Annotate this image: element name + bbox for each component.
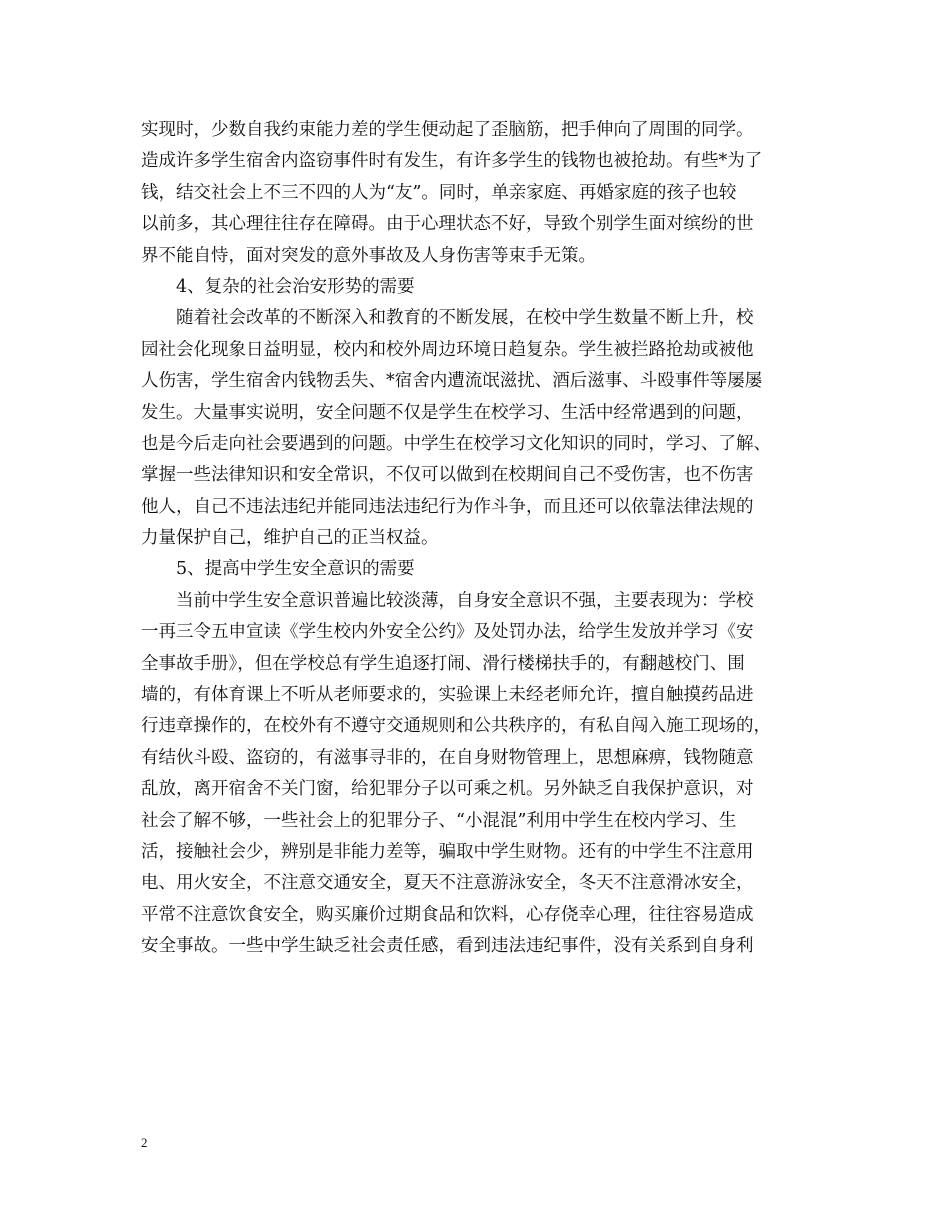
text-line: 全事故手册》，但在学校总有学生追逐打闹、滑行楼梯扶手的，有翻越校门、围 (141, 653, 745, 674)
text-line: 以前多，其心理往往存在障碍。由于心理状态不好，导致个别学生面对缤纷的世 (141, 214, 754, 235)
text-line: 活，接触社会少，辨别是非能力差等，骗取中学生财物。还有的中学生不注意用 (141, 841, 754, 862)
text-line: 也是今后走向社会要遇到的问题。中学生在校学习文化知识的同时，学习、了解、 (141, 433, 771, 454)
page-number: 2 (141, 1135, 148, 1150)
text-line: 行违章操作的，在校外有不遵守交通规则和公共秩序的，有私自闯入施工现场的， (141, 716, 771, 737)
text-line: 有结伙斗殴、盗窃的，有滋事寻非的，在自身财物管理上，思想麻痹，钱物随意 (141, 747, 754, 768)
text-line: 发生。大量事实说明，安全问题不仅是学生在校学习、生活中经常遇到的问题， (141, 402, 754, 423)
text-line: 平常不注意饮食安全，购买廉价过期食品和饮料，心存侥幸心理，往往容易造成 (141, 904, 754, 925)
text-line: 一再三令五申宣读《学生校内外安全公约》及处罚办法，给学生发放并学习《安 (141, 622, 754, 643)
text-line: 界不能自恃，面对突发的意外事故及人身伤害等束手无策。 (141, 245, 596, 266)
text-line: 5、提高中学生安全意识的需要 (176, 559, 415, 580)
text-line: 乱放，离开宿舍不关门窗，给犯罪分子以可乘之机。另外缺乏自我保护意识，对 (141, 779, 754, 800)
text-line: 他人，自己不违法违纪并能同违法违纪行为作斗争，而且还可以依靠法律法规的 (141, 496, 754, 517)
text-line: 园社会化现象日益明显，校内和校外周边环境日趋复杂。学生被拦路抢劫或被他 (141, 339, 754, 360)
text-line: 随着社会改革的不断深入和教育的不断发展，在校中学生数量不断上升，校 (176, 308, 754, 329)
text-line: 4、复杂的社会治安形势的需要 (176, 276, 415, 297)
body-text (141, 115, 813, 963)
text-line: 力量保护自己，维护自己的正当权益。 (141, 528, 439, 549)
text-line: 造成许多学生宿舍内盗窃事件时有发生，有许多学生的钱物也被抢劫。有些*为了 (141, 151, 763, 172)
text-line: 掌握一些法律知识和安全常识，不仅可以做到在校期间自己不受伤害，也不伤害 (141, 465, 754, 486)
text-line: 电、用火安全，不注意交通安全，夏天不注意游泳安全，冬天不注意滑冰安全， (141, 873, 754, 894)
text-line: 安全事故。一些中学生缺乏社会责任感，看到违法违纪事件，没有关系到自身利 (141, 936, 754, 957)
text-line: 社会了解不够，一些社会上的犯罪分子、“小混混”利用中学生在校内学习、生 (141, 810, 737, 831)
text-line: 实现时，少数自我约束能力差的学生便动起了歪脑筋，把手伸向了周围的同学。 (141, 120, 754, 140)
text-line: 钱，结交社会上不三不四的人为“友”。同时，单亲家庭、再婚家庭的孩子也较 (141, 182, 737, 203)
text-line: 当前中学生安全意识普遍比较淡薄，自身安全意识不强，主要表现为：学校 (176, 590, 754, 611)
text-line: 人伤害，学生宿舍内钱物丢失、*宿舍内遭流氓滋扰、酒后滋事、斗殴事件等屡屡 (141, 371, 763, 392)
text-line: 墙的，有体育课上不听从老师要求的，实验课上未经老师允许，擅自触摸药品进 (141, 685, 754, 706)
